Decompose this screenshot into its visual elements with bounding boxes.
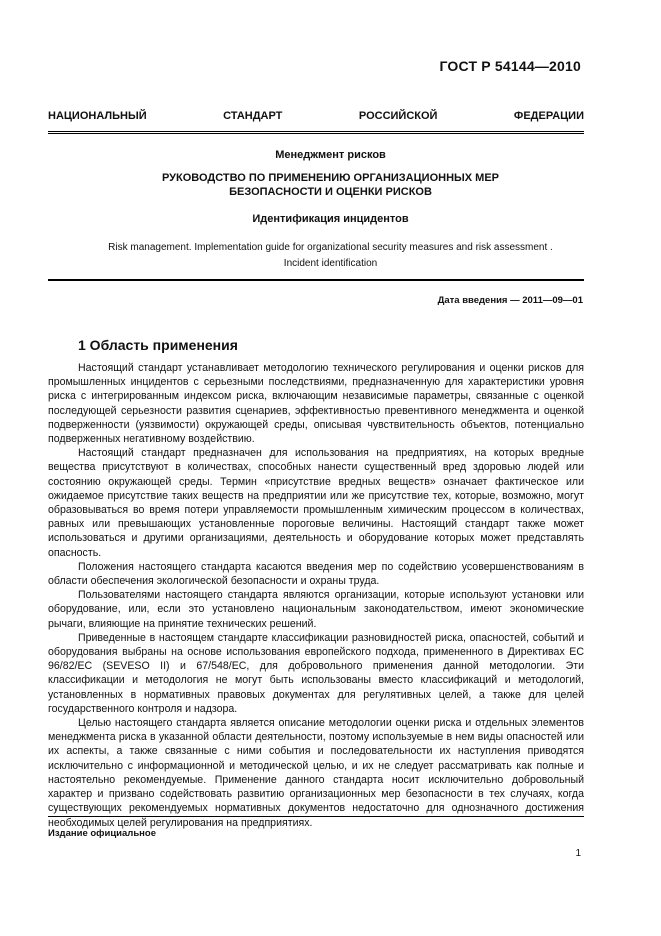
section-heading: 1 Область применения [78, 337, 238, 353]
section-body [48, 361, 584, 830]
footer-rule [48, 816, 584, 817]
national-standard-banner: НАЦИОНАЛЬНЫЙ СТАНДАРТ РОССИЙСКОЙ ФЕДЕРАЦИИ [48, 110, 584, 122]
paragraph: Настоящий стандарт предназначен для использования на предприятиях, на которых вредные вещества присутствуют в количествах, способных нанести существенный вред здоровью людей или состоянию окружающей среды. Термин «присутствие вредных веществ» означает фактическое или ожидаемое присутствие таких веществ на предприятии или же присутствие тех, которые, возможно, могут образовываться во время потери управляемости промышленным химическим процессом в количествах, равных или превышающих установленные пороговые величины. Настоящий стандарт также может использоваться и другими организациями, деятельность и оборудование которых может представлять опасность. [48, 447, 584, 559]
english-title [0, 240, 661, 272]
header-rule-top [48, 131, 584, 132]
intro-date: Дата введения — 2011—09—01 [437, 295, 583, 306]
document-part-title: Идентификация инцидентов [252, 213, 409, 225]
paragraph: Положения настоящего стандарта касаются введения мер по содействию усовершенствованиям в области обеспечения экологической безопасности и охраны труда. [48, 560, 584, 588]
edition-note: Издание официальное [48, 828, 156, 839]
english-title-line-2: Incident identification [283, 258, 378, 269]
document-title-line-1: РУКОВОДСТВО ПО ПРИМЕНЕНИЮ ОРГАНИЗАЦИОННЫХ МЕР [161, 172, 500, 184]
paragraph: Пользователями настоящего стандарта являются организации, которые используют установки или оборудование, или, если это установлено национальным законодательством, имеют экономические рычаги, влияющие на принятие технических решений. [48, 589, 584, 630]
standard-code: ГОСТ Р 54144—2010 [439, 58, 581, 74]
english-title-line-1: Risk management. Implementation guide for organizational security measures and risk assessment . [108, 242, 553, 253]
page-number: 1 [575, 848, 581, 859]
header-rule-bottom [48, 133, 584, 134]
title-rule [48, 279, 584, 281]
document-subtitle: Менеджмент рисков [275, 149, 386, 161]
document-title-line-2: БЕЗОПАСНОСТИ И ОЦЕНКИ РИСКОВ [229, 186, 432, 198]
paragraph: Целью настоящего стандарта является описание методологии оценки риска и отдельных элементов менеджмента риска в указанной области деятельности, поэтому используемые в нем виды опасностей или их аспекты, а также связанные с ними события и последовательности их наступления приводятся исключительно с информационной и методической целью, и их не следует рассматривать как полные и настоятельно рекомендуемые. Применение данного стандарта носит исключительно добровольный характер и призвано содействовать развитию организационных мер безопасности в тех случаях, когда существующих рекомендуемых нормативных документов недостаточно для однозначного достижения необходимых целей регулирования на предприятиях. [48, 717, 584, 829]
document-title [0, 171, 661, 199]
paragraph: Настоящий стандарт устанавливает методологию технического регулирования и оценки рисков для промышленных инцидентов с серьезными последствиями, предназначенную для характеристики уровня риска с интегрированным индексом риска, включающим независимые параметры, связанные с оценкой последующей серьезности развития сценариев, эффективностью превентивного менеджмента и оценкой подверженности (уязвимости) окружающей среды, описывая чувствительность объектов, потенциально подверженных негативному воздействию. [48, 362, 584, 446]
paragraph: Приведенные в настоящем стандарте классификации разновидностей риска, опасностей, событий и оборудования выбраны на основе использования европейского подхода, примененного в Директивах ЕС 96/82/ЕС (SEVESO II) и 67/548/ЕС, для добровольного применения данной методологии. Эти классификации и методология не могут быть использованы вместо классификаций и методологий, установленных в нормативных правовых документах для регулятивных целей, а также для целей государственного контроля и надзора. [48, 631, 584, 715]
